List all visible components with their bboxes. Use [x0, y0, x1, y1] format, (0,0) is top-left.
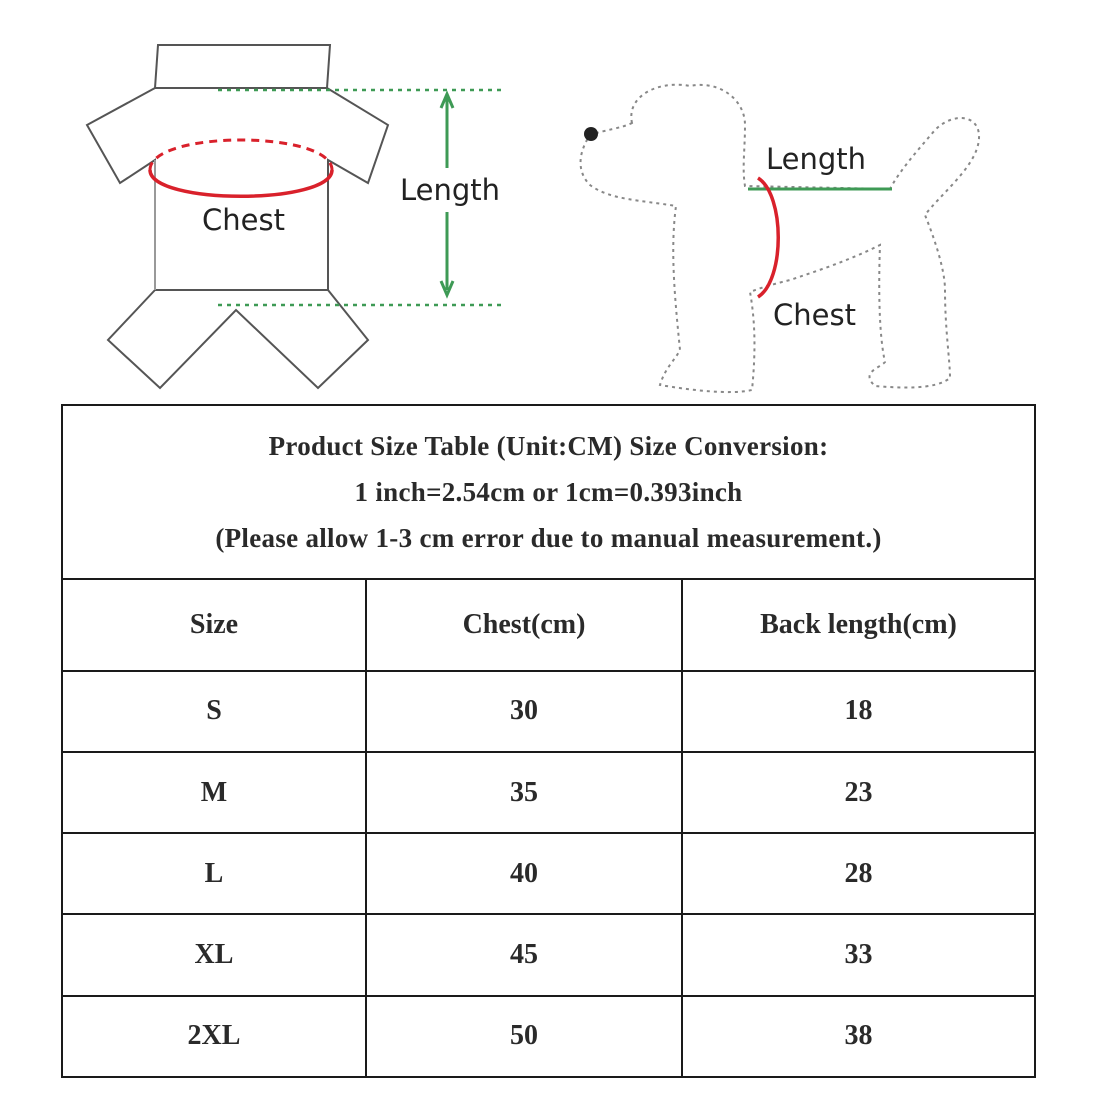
cell-chest: 30 [366, 671, 682, 752]
header-chest: Chest(cm) [366, 579, 682, 671]
cell-chest: 45 [366, 914, 682, 995]
cell-chest: 35 [366, 752, 682, 833]
title-line: 1 inch=2.54cm or 1cm=0.393inch [354, 476, 743, 507]
dog-chest-line [758, 178, 778, 297]
cell-chest: 40 [366, 833, 682, 914]
table-title [62, 405, 1035, 579]
cell-back-length: 28 [682, 833, 1035, 914]
cell-back-length: 33 [682, 914, 1035, 995]
cell-size: L [62, 833, 366, 914]
shirt-length-label: Length [400, 173, 501, 207]
header-size: Size [62, 579, 366, 671]
shirt-chest-line-front [150, 170, 332, 196]
title-line: Product Size Table (Unit:CM) Size Conversion: [268, 430, 829, 461]
header-back-length: Back length(cm) [682, 579, 1035, 671]
shirt-chest-label: Chest [202, 203, 285, 237]
table-title-row [62, 405, 1035, 579]
table-row [62, 833, 1035, 914]
table-row [62, 671, 1035, 752]
cell-size: 2XL [62, 996, 366, 1077]
title-line: (Please allow 1-3 cm error due to manual measurement.) [215, 522, 882, 553]
cell-back-length: 23 [682, 752, 1035, 833]
measurement-diagrams [0, 0, 1100, 400]
cell-back-length: 18 [682, 671, 1035, 752]
cell-back-length: 38 [682, 996, 1035, 1077]
dog-chest-label: Chest [773, 298, 856, 332]
table-row [62, 752, 1035, 833]
table-header-row [62, 579, 1035, 671]
dog-length-label: Length [766, 142, 867, 176]
cell-size: XL [62, 914, 366, 995]
cell-size: M [62, 752, 366, 833]
size-table [61, 404, 1036, 1078]
table-row [62, 914, 1035, 995]
cell-size: S [62, 671, 366, 752]
table-row [62, 996, 1035, 1077]
dog-nose-icon [584, 127, 598, 141]
cell-chest: 50 [366, 996, 682, 1077]
shirt-chest-line-back [150, 140, 332, 170]
